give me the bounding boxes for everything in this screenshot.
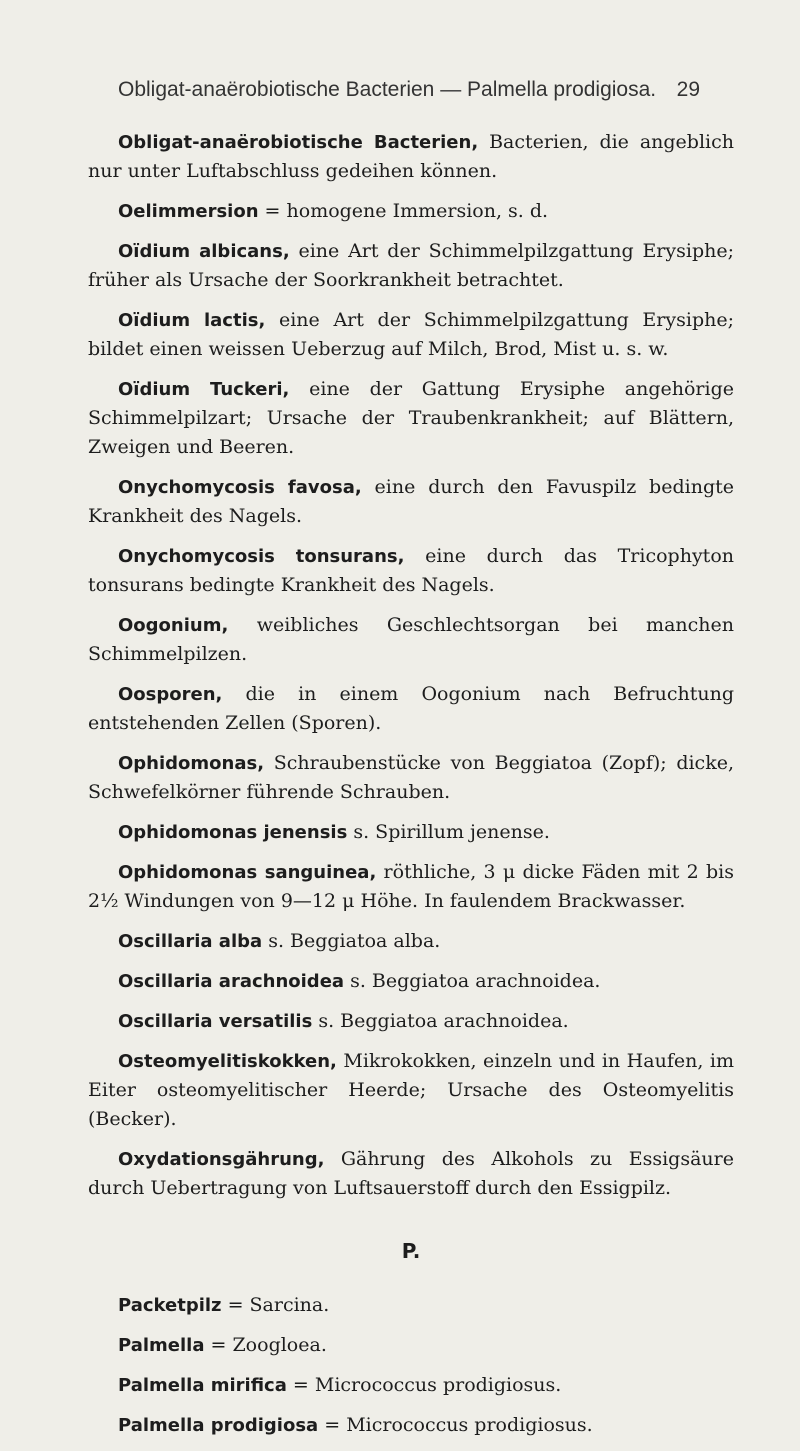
dictionary-content: [88, 128, 734, 1451]
entry-definition: Mikrokokken, einzeln und in Haufen, im Eiter osteomyelitischer Heerde; Ursache des Osteomyelitis (Becker).: [88, 1050, 734, 1130]
entry-definition: s. Beggiatoa arachnoidea.: [312, 1010, 569, 1032]
entry-definition: eine Art der Schimmelpilzgattung Erysiphe; bildet einen weissen Ueberzug auf Milch, Brod, Mist u. s. w.: [88, 309, 734, 360]
dictionary-entry: [88, 967, 734, 996]
entry-definition: Gährung des Alkohols zu Essigsäure durch Uebertragung von Luftsauerstoff durch den Essigpilz.: [88, 1148, 734, 1199]
entry-term: Ophidomonas,: [118, 753, 265, 774]
entry-definition: s. Spirillum jenense.: [347, 821, 550, 843]
dictionary-entry: [88, 237, 734, 295]
entry-term: Oscillaria versatilis: [118, 1011, 313, 1032]
dictionary-entry: [88, 927, 734, 956]
running-title: Obligat-anaërobiotische Bacterien — Palmella prodigiosa.: [118, 78, 657, 101]
dictionary-entry: [88, 1007, 734, 1036]
page-number: 29: [676, 78, 700, 101]
dictionary-entry: [88, 611, 734, 669]
dictionary-entry: [88, 197, 734, 226]
entry-term: Oïdium Tuckeri,: [118, 379, 290, 400]
entries-o: [88, 128, 734, 1203]
entry-term: Ophidomonas jenensis: [118, 822, 348, 843]
entry-term: Onychomycosis favosa,: [118, 477, 362, 498]
entry-term: Oxydationsgährung,: [118, 1149, 325, 1170]
section-heading-p: P.: [401, 1239, 421, 1263]
dictionary-entry: [88, 818, 734, 847]
entry-term: Oogonium,: [118, 615, 229, 636]
entry-term: Oscillaria arachnoidea: [118, 971, 345, 992]
running-header: [118, 78, 700, 102]
dictionary-entry: [88, 306, 734, 364]
dictionary-entry: [88, 542, 734, 600]
dictionary-entry: [88, 1331, 734, 1360]
dictionary-entry: [88, 473, 734, 531]
entry-term: Oïdium albicans,: [118, 241, 290, 262]
entry-definition: röthliche, 3 μ dicke Fäden mit 2 bis 2½ Windungen von 9—12 μ Höhe. In faulendem Brackwasser.: [88, 861, 734, 912]
entry-term: Osteomyelitiskokken,: [118, 1051, 337, 1072]
entry-term: Palmella: [118, 1335, 205, 1356]
entry-definition: = Micrococcus prodigiosus.: [286, 1374, 562, 1396]
dictionary-entry: [88, 1047, 734, 1134]
entry-definition: = Zoogloea.: [204, 1334, 327, 1356]
entry-term: Oïdium lactis,: [118, 310, 266, 331]
entry-definition: eine durch das Tricophyton tonsurans bedingte Krankheit des Nagels.: [88, 545, 734, 596]
dictionary-entry: [88, 680, 734, 738]
entry-definition: Schraubenstücke von Beggiatoa (Zopf); dicke, Schwefelkörner führende Schrauben.: [88, 752, 734, 803]
entry-term: Packetpilz: [118, 1295, 222, 1316]
entry-term: Obligat-anaërobiotische Bacterien,: [118, 132, 479, 153]
entry-term: Oscillaria alba: [118, 931, 263, 952]
entry-term: Palmella mirifica: [118, 1375, 287, 1396]
entry-definition: s. Beggiatoa alba.: [262, 930, 441, 952]
entry-definition: s. Beggiatoa arachnoidea.: [344, 970, 601, 992]
entry-definition: eine durch den Favuspilz bedingte Krankheit des Nagels.: [88, 476, 734, 527]
entry-term: Ophidomonas sanguinea,: [118, 862, 377, 883]
dictionary-entry: [88, 375, 734, 462]
entry-definition: Bacterien, die angeblich nur unter Luftabschluss gedeihen können.: [88, 131, 734, 182]
entry-definition: eine Art der Schimmelpilzgattung Erysiphe; früher als Ursache der Soorkrankheit betrachtet.: [88, 240, 734, 291]
entry-definition: eine der Gattung Erysiphe angehörige Schimmelpilzart; Ursache der Traubenkrankheit; auf Blättern, Zweigen und Beeren.: [88, 378, 734, 458]
entry-term: Onychomycosis tonsurans,: [118, 546, 405, 567]
entry-definition: weibliches Geschlechtsorgan bei manchen Schimmelpilzen.: [88, 614, 734, 665]
entry-definition: = Sarcina.: [221, 1294, 330, 1316]
entries-p: [88, 1291, 734, 1440]
entry-term: Oosporen,: [118, 684, 223, 705]
entry-definition: = Micrococcus prodigiosus.: [318, 1414, 593, 1436]
entry-term: Palmella prodigiosa: [118, 1415, 319, 1436]
dictionary-entry: [88, 749, 734, 807]
dictionary-entry: [88, 1291, 734, 1320]
entry-definition: = homogene Immersion, s. d.: [258, 200, 549, 222]
dictionary-entry: [88, 1371, 734, 1400]
entry-definition: die in einem Oogonium nach Befruchtung entstehenden Zellen (Sporen).: [88, 683, 734, 734]
entry-term: Oelimmersion: [118, 201, 259, 222]
dictionary-entry: [88, 858, 734, 916]
dictionary-entry: [88, 128, 734, 186]
dictionary-entry: [88, 1411, 734, 1440]
dictionary-entry: [88, 1145, 734, 1203]
